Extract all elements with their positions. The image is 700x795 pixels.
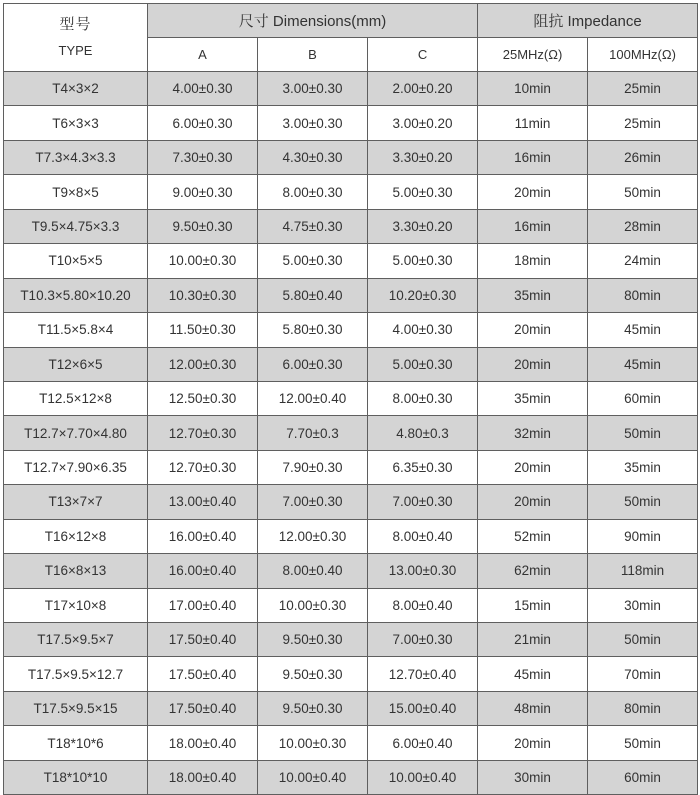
dim-a-cell: 11.50±0.30 [148,313,258,347]
type-cell: T16×8×13 [4,554,148,588]
impedance-25mhz-cell: 52min [478,519,588,553]
impedance-100mhz-cell: 60min [588,760,698,794]
impedance-100mhz-cell: 90min [588,519,698,553]
dim-c-cell: 8.00±0.30 [368,381,478,415]
impedance-25mhz-cell: 15min [478,588,588,622]
dim-a-cell: 16.00±0.40 [148,519,258,553]
dim-b-cell: 3.00±0.30 [258,72,368,106]
dim-c-cell: 8.00±0.40 [368,588,478,622]
table-row [4,416,698,450]
impedance-100mhz-cell: 60min [588,381,698,415]
type-cell: T13×7×7 [4,485,148,519]
table-row [4,485,698,519]
dim-c-cell: 10.00±0.40 [368,760,478,794]
impedance-25mhz-cell: 20min [478,726,588,760]
dim-b-cell: 9.50±0.30 [258,623,368,657]
impedance-25mhz-cell: 30min [478,760,588,794]
impedance-100mhz-cell: 26min [588,140,698,174]
impedance-100mhz-cell: 118min [588,554,698,588]
dim-c-cell: 2.00±0.20 [368,72,478,106]
table-row [4,519,698,553]
header-row-groups [4,4,698,38]
table-body [4,72,698,795]
dim-b-cell: 8.00±0.30 [258,175,368,209]
type-cell: T18*10*10 [4,760,148,794]
type-cell: T17.5×9.5×15 [4,691,148,725]
dim-c-cell: 5.00±0.30 [368,175,478,209]
impedance-100mhz-cell: 35min [588,450,698,484]
impedance-25mhz-cell: 35min [478,381,588,415]
col-b-header: B [258,38,368,72]
impedance-25mhz-cell: 16min [478,209,588,243]
dim-c-cell: 10.20±0.30 [368,278,478,312]
impedance-100mhz-cell: 25min [588,72,698,106]
dim-c-cell: 3.30±0.20 [368,209,478,243]
dim-c-cell: 6.00±0.40 [368,726,478,760]
impedance-25mhz-cell: 20min [478,313,588,347]
impedance-100mhz-cell: 30min [588,588,698,622]
dim-a-cell: 17.50±0.40 [148,657,258,691]
impedance-25mhz-cell: 62min [478,554,588,588]
type-cell: T12.7×7.70×4.80 [4,416,148,450]
impedance-100mhz-cell: 50min [588,485,698,519]
impedance-25mhz-cell: 11min [478,106,588,140]
type-cell: T17×10×8 [4,588,148,622]
impedance-100mhz-cell: 45min [588,313,698,347]
impedance-25mhz-cell: 20min [478,175,588,209]
table-row [4,623,698,657]
dim-a-cell: 12.70±0.30 [148,450,258,484]
dim-a-cell: 17.50±0.40 [148,691,258,725]
impedance-100mhz-cell: 50min [588,726,698,760]
spec-table [3,3,698,795]
impedance-25mhz-cell: 32min [478,416,588,450]
dim-a-cell: 12.50±0.30 [148,381,258,415]
dim-a-cell: 16.00±0.40 [148,554,258,588]
dim-b-cell: 10.00±0.40 [258,760,368,794]
impedance-25mhz-cell: 35min [478,278,588,312]
dim-a-cell: 9.00±0.30 [148,175,258,209]
dim-c-cell: 7.00±0.30 [368,623,478,657]
impedance-100mhz-cell: 24min [588,244,698,278]
col-z25-header: 25MHz(Ω) [478,38,588,72]
impedance-25mhz-cell: 21min [478,623,588,657]
dim-a-cell: 4.00±0.30 [148,72,258,106]
col-a-header: A [148,38,258,72]
impedance-100mhz-cell: 50min [588,416,698,450]
dim-c-cell: 3.30±0.20 [368,140,478,174]
table-row [4,106,698,140]
table-row [4,209,698,243]
dim-a-cell: 10.30±0.30 [148,278,258,312]
dim-b-cell: 7.90±0.30 [258,450,368,484]
dimensions-group-header: 尺寸 Dimensions(mm) [148,4,478,38]
type-cell: T12.5×12×8 [4,381,148,415]
col-c-header: C [368,38,478,72]
dim-b-cell: 8.00±0.40 [258,554,368,588]
dim-a-cell: 7.30±0.30 [148,140,258,174]
table-row [4,726,698,760]
dim-a-cell: 17.50±0.40 [148,623,258,657]
table-row [4,450,698,484]
dim-a-cell: 12.00±0.30 [148,347,258,381]
impedance-100mhz-cell: 80min [588,691,698,725]
dim-b-cell: 4.30±0.30 [258,140,368,174]
impedance-100mhz-cell: 50min [588,175,698,209]
dim-b-cell: 4.75±0.30 [258,209,368,243]
dim-b-cell: 7.70±0.3 [258,416,368,450]
dim-b-cell: 10.00±0.30 [258,588,368,622]
dim-b-cell: 9.50±0.30 [258,691,368,725]
table-row [4,347,698,381]
type-cell: T9.5×4.75×3.3 [4,209,148,243]
dim-c-cell: 13.00±0.30 [368,554,478,588]
type-cell: T17.5×9.5×12.7 [4,657,148,691]
dim-b-cell: 12.00±0.40 [258,381,368,415]
impedance-100mhz-cell: 28min [588,209,698,243]
dim-b-cell: 5.80±0.30 [258,313,368,347]
dim-a-cell: 9.50±0.30 [148,209,258,243]
dim-b-cell: 3.00±0.30 [258,106,368,140]
table-row [4,72,698,106]
type-cell: T6×3×3 [4,106,148,140]
dim-b-cell: 7.00±0.30 [258,485,368,519]
type-cell: T11.5×5.8×4 [4,313,148,347]
dim-c-cell: 3.00±0.20 [368,106,478,140]
table-row [4,554,698,588]
impedance-100mhz-cell: 80min [588,278,698,312]
dim-c-cell: 7.00±0.30 [368,485,478,519]
type-cell: T4×3×2 [4,72,148,106]
table-row [4,588,698,622]
type-header-cn: 型号 [59,15,92,33]
table-row [4,175,698,209]
dim-a-cell: 17.00±0.40 [148,588,258,622]
table-row [4,244,698,278]
dim-c-cell: 5.00±0.30 [368,347,478,381]
dim-b-cell: 10.00±0.30 [258,726,368,760]
impedance-25mhz-cell: 10min [478,72,588,106]
table-row [4,381,698,415]
type-header [4,4,148,72]
impedance-25mhz-cell: 16min [478,140,588,174]
dim-a-cell: 6.00±0.30 [148,106,258,140]
dim-a-cell: 12.70±0.30 [148,416,258,450]
type-cell: T16×12×8 [4,519,148,553]
impedance-group-header: 阻抗 Impedance [478,4,698,38]
impedance-100mhz-cell: 45min [588,347,698,381]
table-row [4,657,698,691]
table-row [4,760,698,794]
impedance-25mhz-cell: 48min [478,691,588,725]
dim-b-cell: 9.50±0.30 [258,657,368,691]
table-row [4,140,698,174]
type-cell: T10×5×5 [4,244,148,278]
table-row [4,691,698,725]
table-row [4,278,698,312]
impedance-25mhz-cell: 20min [478,450,588,484]
dim-b-cell: 5.00±0.30 [258,244,368,278]
dim-c-cell: 12.70±0.40 [368,657,478,691]
type-cell: T12×6×5 [4,347,148,381]
dim-b-cell: 5.80±0.40 [258,278,368,312]
dim-a-cell: 18.00±0.40 [148,726,258,760]
dim-a-cell: 18.00±0.40 [148,760,258,794]
impedance-100mhz-cell: 50min [588,623,698,657]
impedance-25mhz-cell: 45min [478,657,588,691]
dim-b-cell: 12.00±0.30 [258,519,368,553]
type-cell: T9×8×5 [4,175,148,209]
table-header [4,4,698,72]
dim-a-cell: 13.00±0.40 [148,485,258,519]
impedance-100mhz-cell: 25min [588,106,698,140]
type-cell: T10.3×5.80×10.20 [4,278,148,312]
dim-c-cell: 4.80±0.3 [368,416,478,450]
dim-a-cell: 10.00±0.30 [148,244,258,278]
type-header-en: TYPE [58,42,93,58]
impedance-25mhz-cell: 18min [478,244,588,278]
table-row [4,313,698,347]
col-z100-header: 100MHz(Ω) [588,38,698,72]
dim-b-cell: 6.00±0.30 [258,347,368,381]
type-cell: T7.3×4.3×3.3 [4,140,148,174]
type-cell: T12.7×7.90×6.35 [4,450,148,484]
dim-c-cell: 8.00±0.40 [368,519,478,553]
dim-c-cell: 5.00±0.30 [368,244,478,278]
type-cell: T17.5×9.5×7 [4,623,148,657]
dim-c-cell: 15.00±0.40 [368,691,478,725]
impedance-25mhz-cell: 20min [478,485,588,519]
impedance-25mhz-cell: 20min [478,347,588,381]
impedance-100mhz-cell: 70min [588,657,698,691]
dim-c-cell: 6.35±0.30 [368,450,478,484]
dim-c-cell: 4.00±0.30 [368,313,478,347]
type-cell: T18*10*6 [4,726,148,760]
